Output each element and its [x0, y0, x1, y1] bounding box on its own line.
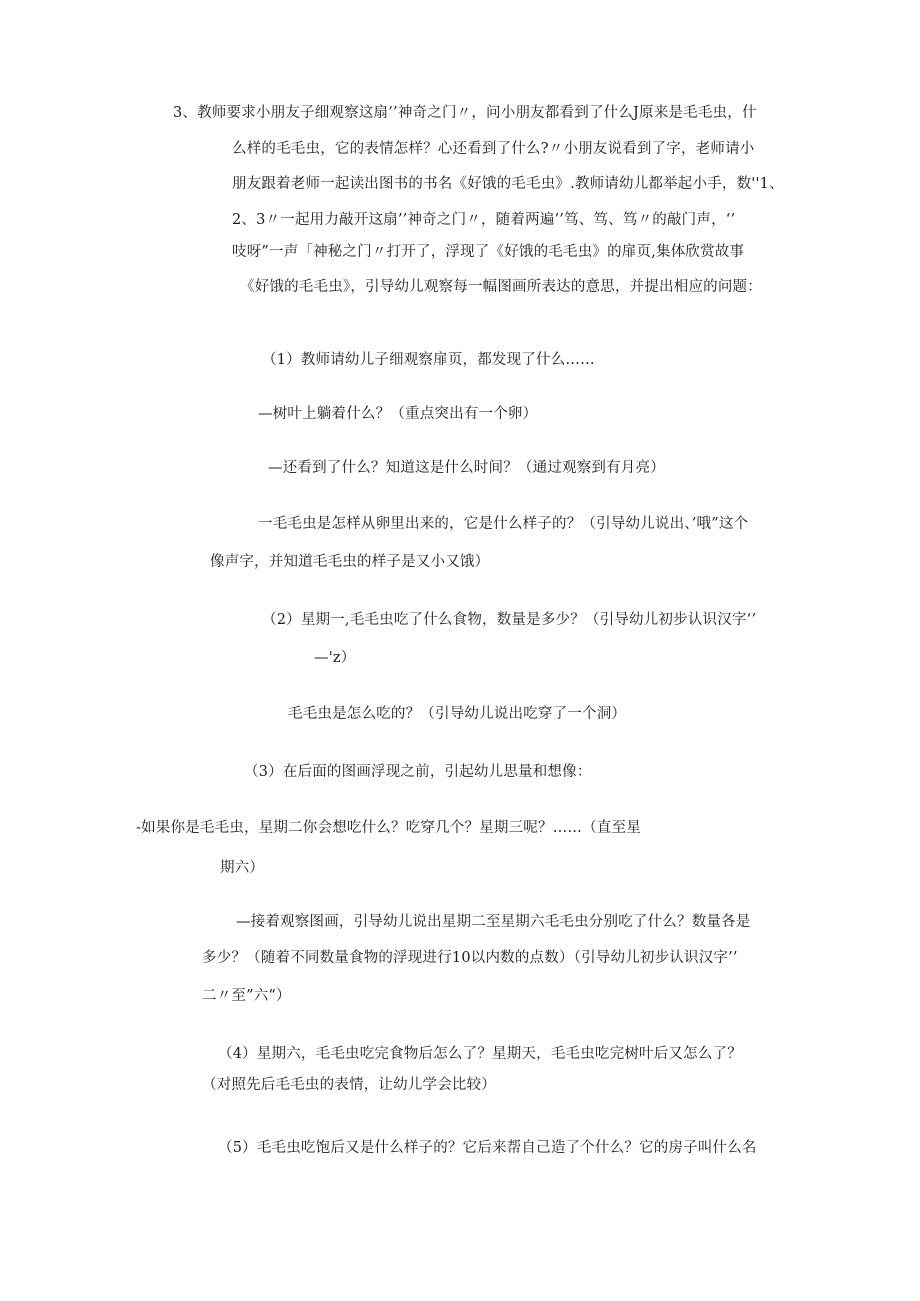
- step3-line-4: 2、3〃一起用力敲开这扇’’神奇之门〃，随着两遍’’笃、笃、笃〃的敲门声，‘’: [232, 212, 736, 228]
- step3-line-2: 么样的毛毛虫，它的表情怎样？心还看到了什么?〃小朋友说看到了字，老师请小: [232, 141, 755, 157]
- question-2-line-1: （2）星期一,毛毛虫吃了什么食物，数量是多少？（引导幼儿初步认识汉字‘’: [262, 612, 757, 628]
- question-4-line-2: （对照先后毛毛虫的表情，让幼儿学会比较）: [202, 1077, 496, 1093]
- question-3: （3）在后面的图画浮现之前，引起幼儿思量和想像：: [244, 764, 592, 780]
- question-1-sub-c-line-1: 一毛毛虫是怎样从卵里出来的，它是什么样子的？（引导幼儿说出、’哦”这个: [258, 516, 749, 532]
- step3-line-1: 3、教师要求小朋友子细观察这扇’’神奇之门〃，问小朋友都看到了什么J原来是毛毛虫，什: [173, 105, 757, 121]
- step3-line-3: 朋友跟着老师一起读出图书的书名《好饿的毛毛虫》.教师请幼儿都举起小手，数''1、: [232, 176, 784, 192]
- question-4-line-1: （4）星期六，毛毛虫吃完食物后怎么了？星期天，毛毛虫吃完树叶后又怎么了？: [218, 1046, 742, 1062]
- step3-line-6: 《好饿的毛毛虫》，引导幼儿观察每一幅图画所表达的意思，并提出相应的问题：: [240, 279, 762, 295]
- question-1-sub-b: —还看到了什么？知道这是什么时间？（通过观察到有月亮）: [268, 460, 665, 476]
- question-2-line-3: 毛毛虫是怎么吃的？（引导幼儿说出吃穿了一个洞）: [288, 706, 627, 722]
- question-3-sub-a-line-1: -如果你是毛毛虫，星期二你会想吃什么？吃穿几个？星期三呢？……（直至星: [136, 820, 641, 836]
- question-3-sub-b-line-1: —接着观察图画，引导幼儿说出星期二至星期六毛毛虫分别吃了什么？数量各是: [236, 914, 751, 930]
- question-5: （5）毛毛虫吃饱后又是什么样子的？它后来帮自己造了个什么？它的房子叫什么名: [218, 1140, 757, 1156]
- question-3-sub-a-line-2: 期六）: [220, 860, 265, 876]
- question-1: （1）教师请幼儿子细观察扉页，都发现了什么……: [262, 352, 595, 368]
- question-3-sub-b-line-3: 二〃至”六“）: [202, 988, 291, 1004]
- question-1-sub-a: —树叶上躺着什么？（重点突出有一个卵）: [258, 406, 538, 422]
- question-3-sub-b-line-2: 多少？（随着不同数量食物的浮现进行10以内数的点数）（引导幼儿初步认识汉字’’: [202, 950, 738, 966]
- step3-line-5: 吱呀”一声「神秘之门〃打开了，浮现了《好饿的毛毛虫》的扉页,集体欣赏故事: [232, 244, 745, 260]
- question-2-line-2: —'z）: [314, 650, 356, 666]
- question-1-sub-c-line-2: 像声字，并知道毛毛虫的样子是又小又饿）: [210, 554, 490, 570]
